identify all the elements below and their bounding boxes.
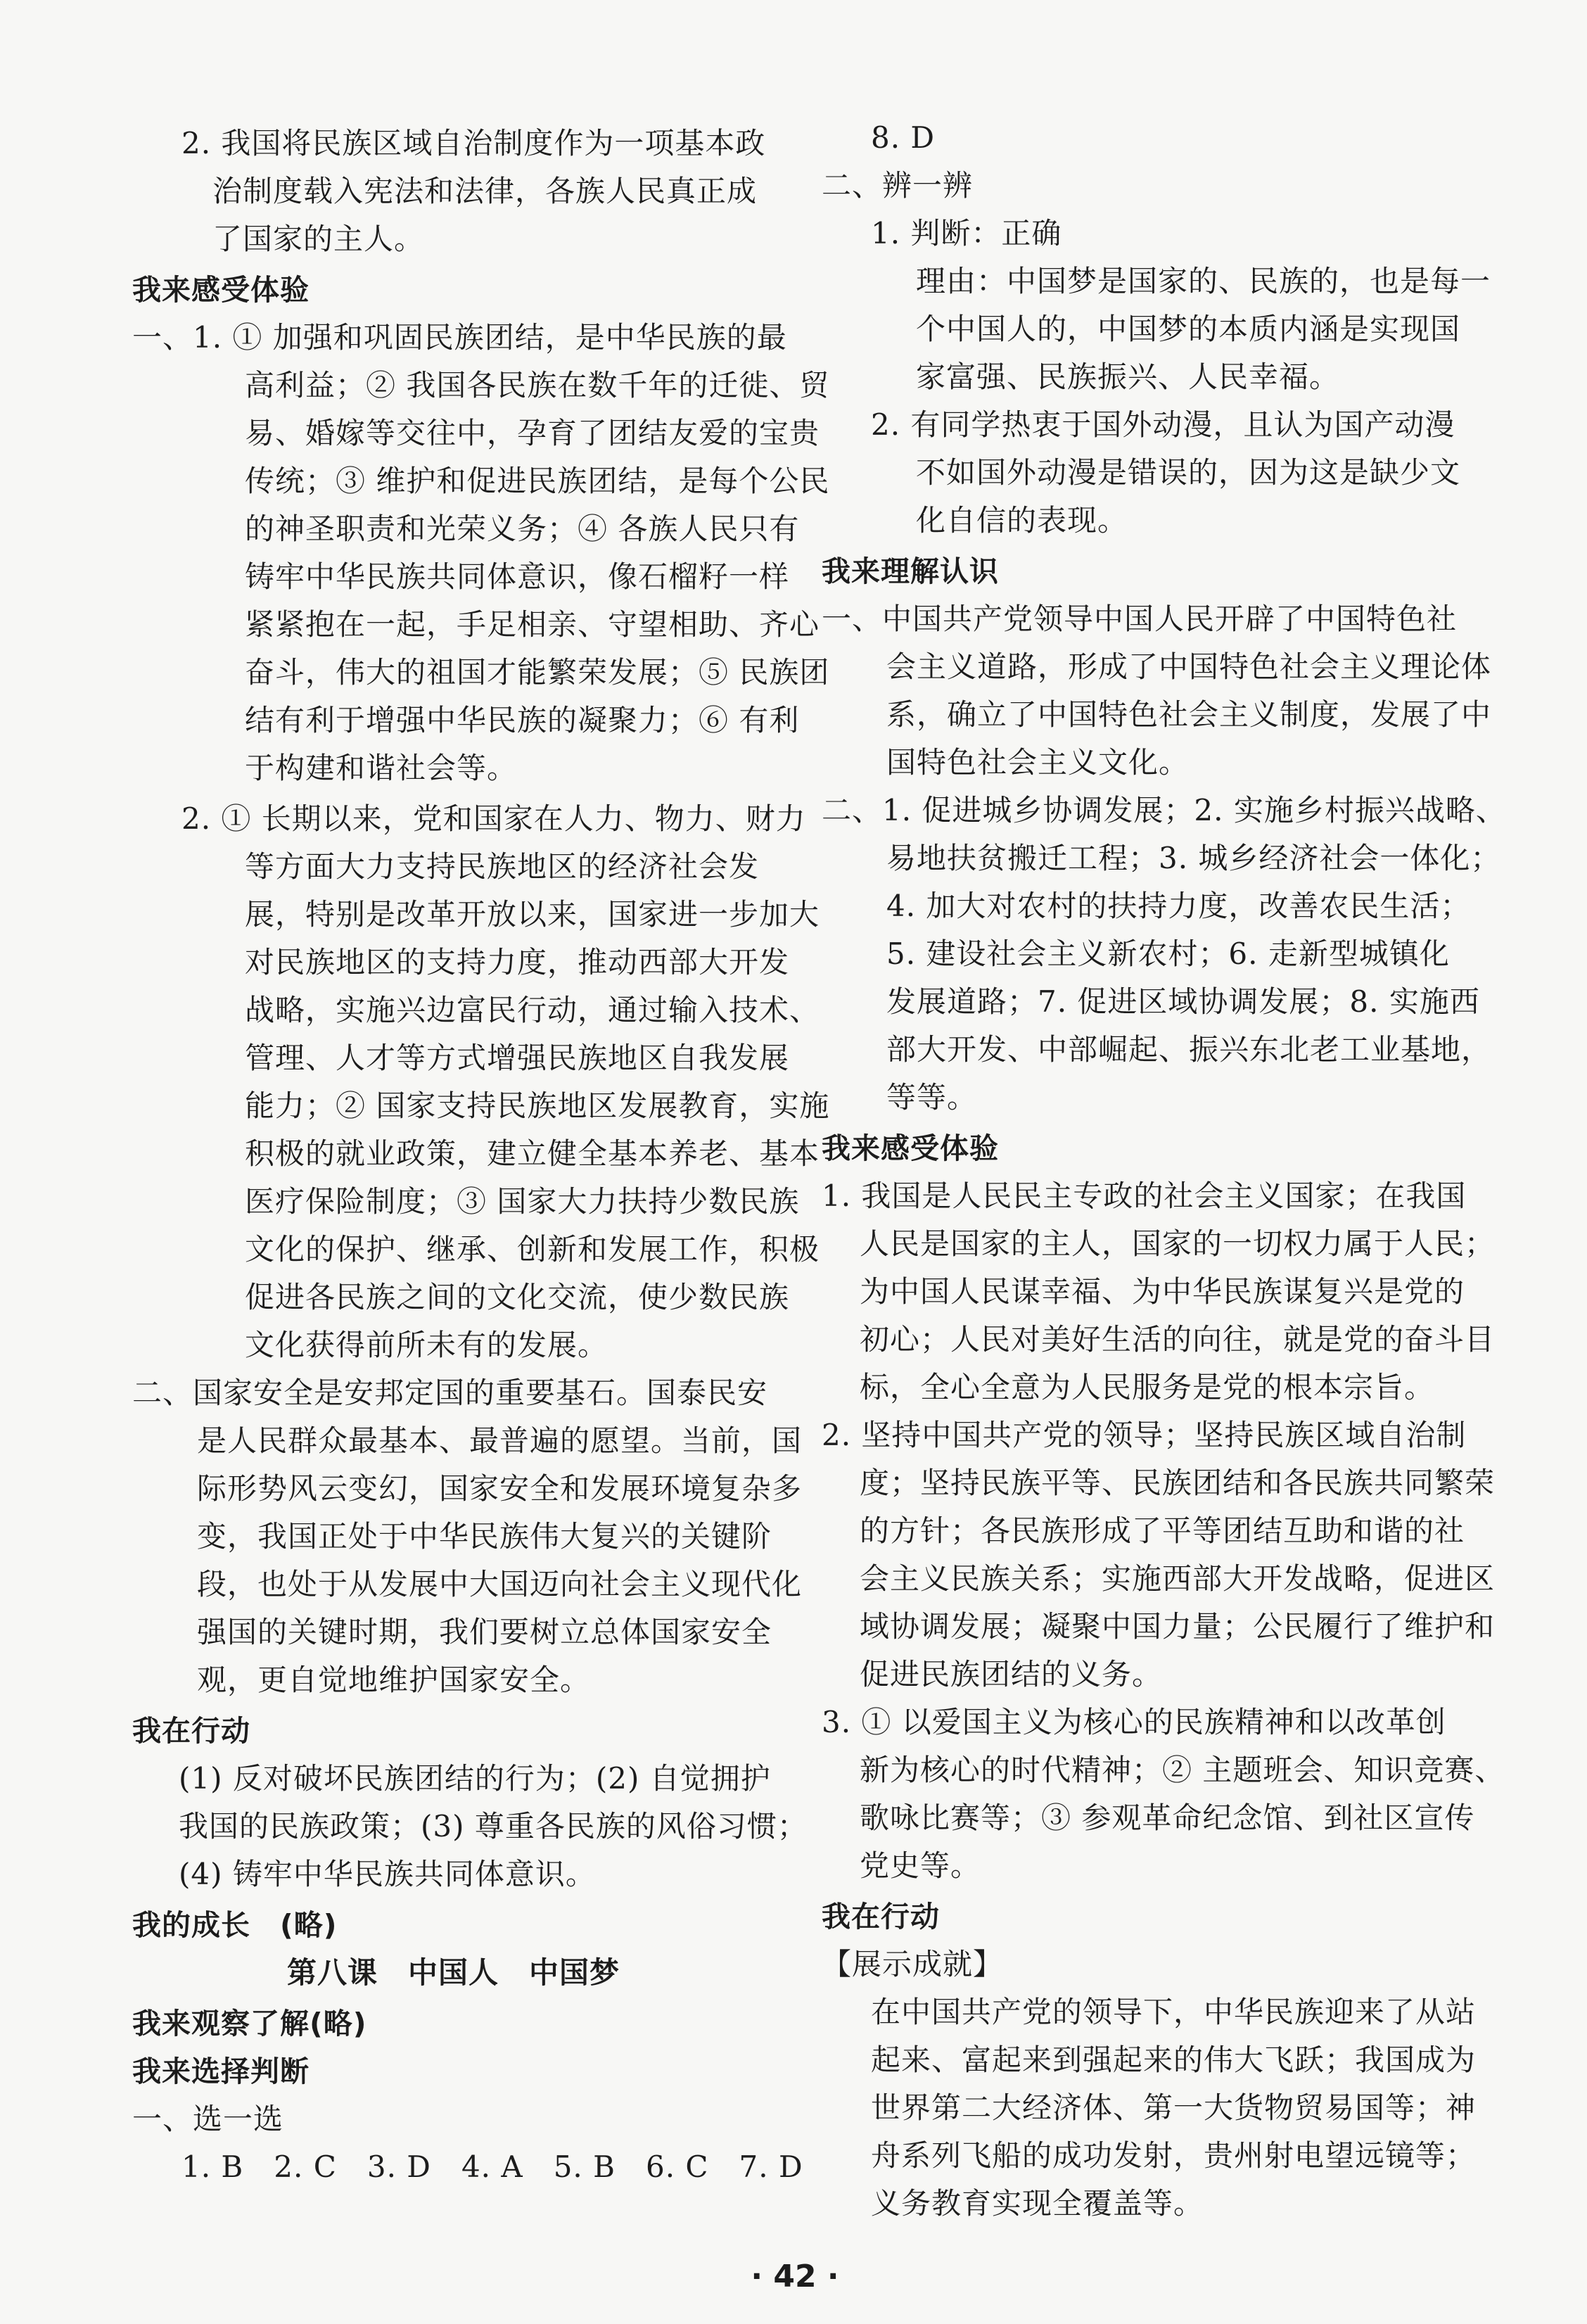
text-line: 【展示成就】 <box>822 1947 1004 1981</box>
text-line: 一、中国共产党领导中国人民开辟了中国特色社 <box>822 602 1458 636</box>
text-line: 积极的就业政策，建立健全基本养老、基本 <box>245 1136 820 1171</box>
text-line: 系，确立了中国特色社会主义制度，发展了中 <box>886 697 1492 732</box>
text-line: 2. 坚持中国共产党的领导；坚持民族区域自治制 <box>822 1418 1467 1452</box>
section-heading: 我的成长 (略) <box>132 1908 338 1942</box>
text-line: 文化获得前所未有的发展。 <box>245 1328 608 1362</box>
section-heading: 我来理解认识 <box>822 554 999 588</box>
text-line: 易、婚嫁等交往中，孕育了团结友爱的宝贵 <box>245 416 820 450</box>
text-line: 等等。 <box>886 1080 978 1115</box>
text-line: 展，特别是改革开放以来，国家进一步加大 <box>245 897 820 932</box>
text-line: 舟系列飞船的成功发射，贵州射电望远镜等； <box>871 2138 1477 2173</box>
text-line: 在中国共产党的领导下，中华民族迎来了从站 <box>871 1995 1477 2029</box>
text-line: 一、选一选 <box>132 2102 284 2136</box>
text-line: 家富强、民族振兴、人民幸福。 <box>916 360 1340 394</box>
text-line: (4) 铸牢中华民族共同体意识。 <box>179 1857 596 1891</box>
text-line: 世界第二大经济体、第一大货物贸易国等；神 <box>871 2090 1477 2125</box>
text-line: 文化的保护、继承、创新和发展工作，积极 <box>245 1232 820 1266</box>
text-line: 国特色社会主义文化。 <box>886 745 1190 780</box>
text-line: 了国家的主人。 <box>212 222 425 256</box>
text-line: 管理、人才等方式增强民族地区自我发展 <box>245 1041 790 1075</box>
text-line: 5. 建设社会主义新农村；6. 走新型城镇化 <box>886 936 1450 971</box>
text-line: 2. ① 长期以来，党和国家在人力、物力、财力 <box>181 801 806 836</box>
text-line: 二、1. 促进城乡协调发展；2. 实施乡村振兴战略、 <box>822 793 1506 827</box>
text-line: 治制度载入宪法和法律，各族人民真正成 <box>212 174 758 208</box>
section-heading: 我在行动 <box>132 1714 250 1748</box>
text-line: 我国的民族政策；(3) 尊重各民族的风俗习惯； <box>179 1809 808 1843</box>
page-number: · 42 · <box>751 2259 839 2294</box>
text-line: 化自信的表现。 <box>916 503 1128 538</box>
lesson-title: 第八课 中国人 中国梦 <box>287 1955 620 1990</box>
text-line: 个中国人的，中国梦的本质内涵是实现国 <box>916 312 1461 346</box>
text-line: 等方面大力支持民族地区的经济社会发 <box>245 849 760 884</box>
text-line: 奋斗，伟大的祖国才能繁荣发展；⑤ 民族团 <box>245 655 830 690</box>
section-heading: 我来选择判断 <box>132 2055 310 2088</box>
text-line: 会主义民族关系；实施西部大开发战略，促进区 <box>860 1561 1496 1596</box>
text-line: 二、辨一辨 <box>822 168 974 203</box>
text-line: 会主义道路，形成了中国特色社会主义理论体 <box>886 649 1492 684</box>
text-line: 1. 判断：正确 <box>871 216 1062 250</box>
text-line: 二、国家安全是安邦定国的重要基石。国泰民安 <box>132 1376 768 1410</box>
text-line: 党史等。 <box>860 1848 981 1883</box>
text-line: 部大开发、中部崛起、振兴东北老工业基地， <box>886 1032 1492 1067</box>
text-line: 度；坚持民族平等、民族团结和各民族共同繁荣 <box>860 1466 1496 1500</box>
text-line: 2. 我国将民族区域自治制度作为一项基本政 <box>181 126 766 160</box>
text-line: 能力；② 国家支持民族地区发展教育，实施 <box>245 1088 830 1123</box>
text-line: 观，更自觉地维护国家安全。 <box>197 1663 591 1697</box>
text-line: 的神圣职责和光荣义务；④ 各族人民只有 <box>245 512 800 546</box>
text-line: 域协调发展；凝聚中国力量；公民履行了维护和 <box>860 1609 1496 1644</box>
text-line: 是人民群众最基本、最普遍的愿望。当前，国 <box>197 1423 803 1458</box>
section-heading: 我来感受体验 <box>132 273 310 307</box>
text-line: 际形势风云变幻，国家安全和发展环境复杂多 <box>197 1471 803 1506</box>
text-line: 不如国外动漫是错误的，因为这是缺少文 <box>916 455 1461 490</box>
text-line: 对民族地区的支持力度，推动西部大开发 <box>245 945 790 979</box>
text-line: 初心；人民对美好生活的向往，就是党的奋斗目 <box>860 1322 1496 1357</box>
text-line: 一、1. ① 加强和巩固民族团结，是中华民族的最 <box>132 320 787 355</box>
text-line: 标，全心全意为人民服务是党的根本宗旨。 <box>860 1370 1435 1404</box>
section-heading: 我来观察了解(略) <box>132 2007 367 2040</box>
text-line: (1) 反对破坏民族团结的行为；(2) 自觉拥护 <box>179 1761 771 1796</box>
text-line: 促进各民族之间的文化交流，使少数民族 <box>245 1280 790 1314</box>
text-line: 8. D <box>871 120 936 155</box>
text-line: 发展道路；7. 促进区域协调发展；8. 实施西 <box>886 984 1480 1019</box>
section-heading: 我来感受体验 <box>822 1131 999 1165</box>
section-heading: 我在行动 <box>822 1900 940 1934</box>
text-line: 3. ① 以爱国主义为核心的民族精神和以改革创 <box>822 1705 1446 1739</box>
text-line: 理由：中国梦是国家的、民族的，也是每一 <box>916 264 1491 298</box>
text-line: 易地扶贫搬迁工程；3. 城乡经济社会一体化； <box>886 841 1501 875</box>
text-line: 战略，实施兴边富民行动，通过输入技术、 <box>245 993 820 1027</box>
text-line: 高利益；② 我国各民族在数千年的迁徙、贸 <box>245 368 830 402</box>
text-line: 1. 我国是人民民主专政的社会主义国家；在我国 <box>822 1179 1467 1213</box>
text-line: 医疗保险制度；③ 国家大力扶持少数民族 <box>245 1184 800 1219</box>
text-line: 为中国人民谋幸福、为中华民族谋复兴是党的 <box>860 1274 1465 1309</box>
text-line: 新为核心的时代精神；② 主题班会、知识竞赛、 <box>860 1753 1505 1787</box>
text-line: 起来、富起来到强起来的伟大飞跃；我国成为 <box>871 2043 1477 2077</box>
text-line: 于构建和谐社会等。 <box>245 751 518 785</box>
text-line: 铸牢中华民族共同体意识，像石榴籽一样 <box>245 559 790 594</box>
text-line: 段，也处于从发展中大国迈向社会主义现代化 <box>197 1567 803 1601</box>
text-line: 传统；③ 维护和促进民族团结，是每个公民 <box>245 464 830 498</box>
text-line: 4. 加大对农村的扶持力度，改善农民生活； <box>886 889 1471 923</box>
text-line: 义务教育实现全覆盖等。 <box>871 2186 1204 2221</box>
text-line: 人民是国家的主人，国家的一切权力属于人民； <box>860 1226 1496 1261</box>
text-line: 的方针；各民族形成了平等团结互助和谐的社 <box>860 1513 1465 1548</box>
text-line: 歌咏比赛等；③ 参观革命纪念馆、到社区宣传 <box>860 1801 1475 1835</box>
text-line: 促进民族团结的义务。 <box>860 1657 1163 1691</box>
text-line: 结有利于增强中华民族的凝聚力；⑥ 有利 <box>245 703 800 737</box>
text-line: 1. B 2. C 3. D 4. A 5. B 6. C 7. D <box>181 2150 803 2184</box>
text-line: 紧紧抱在一起，手足相亲、守望相助、齐心 <box>245 607 820 642</box>
text-line: 强国的关键时期，我们要树立总体国家安全 <box>197 1615 772 1649</box>
text-line: 2. 有同学热衷于国外动漫，且认为国产动漫 <box>871 407 1455 442</box>
text-line: 变，我国正处于中华民族伟大复兴的关键阶 <box>197 1519 772 1554</box>
